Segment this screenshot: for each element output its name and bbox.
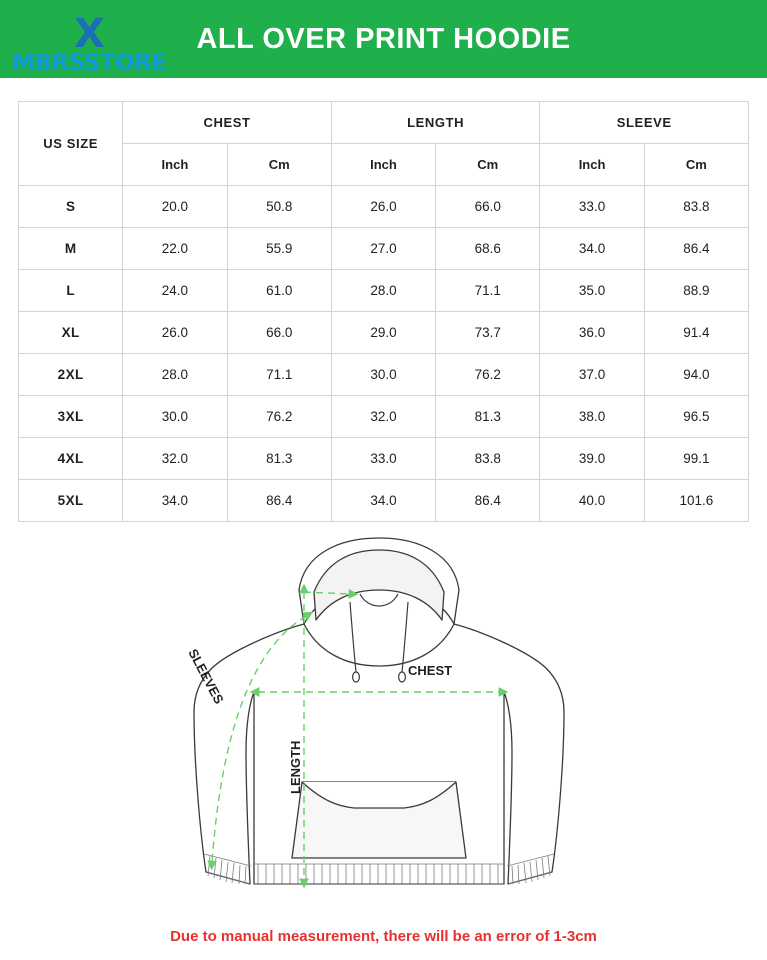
cell-length-cm: 68.6: [436, 228, 540, 270]
cell-sleeve-cm: 94.0: [644, 354, 748, 396]
chest-label: CHEST: [407, 663, 452, 678]
cell-length-cm: 71.1: [436, 270, 540, 312]
cell-length-inch: 34.0: [331, 480, 435, 522]
page-header: [0, 0, 767, 78]
row-size: 4XL: [19, 438, 123, 480]
cell-sleeve-cm: 83.8: [644, 186, 748, 228]
cell-chest-cm: 86.4: [227, 480, 331, 522]
cell-length-cm: 66.0: [436, 186, 540, 228]
cell-chest-inch: 20.0: [123, 186, 227, 228]
cell-length-inch: 33.0: [331, 438, 435, 480]
row-size: 3XL: [19, 396, 123, 438]
cell-chest-inch: 28.0: [123, 354, 227, 396]
table-row: [19, 228, 749, 270]
size-chart-table-wrap: [18, 101, 749, 522]
cell-sleeve-inch: 38.0: [540, 396, 644, 438]
header-us-size: US SIZE: [19, 102, 123, 186]
cell-length-cm: 81.3: [436, 396, 540, 438]
cell-length-inch: 30.0: [331, 354, 435, 396]
header-chest: CHEST: [123, 102, 332, 144]
cell-chest-inch: 26.0: [123, 312, 227, 354]
cell-length-inch: 29.0: [331, 312, 435, 354]
table-row: [19, 354, 749, 396]
unit-chest-inch: Inch: [123, 144, 227, 186]
cell-chest-cm: 61.0: [227, 270, 331, 312]
cell-chest-inch: 30.0: [123, 396, 227, 438]
cell-chest-inch: 34.0: [123, 480, 227, 522]
hoodie-outline: [194, 538, 564, 884]
table-unit-row: [19, 144, 749, 186]
cell-sleeve-cm: 88.9: [644, 270, 748, 312]
table-row: [19, 270, 749, 312]
unit-length-cm: Cm: [436, 144, 540, 186]
table-row: [19, 396, 749, 438]
cell-length-inch: 27.0: [331, 228, 435, 270]
cell-chest-cm: 50.8: [227, 186, 331, 228]
cell-chest-cm: 76.2: [227, 396, 331, 438]
cell-chest-inch: 32.0: [123, 438, 227, 480]
cell-sleeve-cm: 96.5: [644, 396, 748, 438]
page-title: ALL OVER PRINT HOODIE: [196, 22, 571, 55]
hoodie-measurement-illustration: [0, 532, 767, 922]
cell-chest-inch: 24.0: [123, 270, 227, 312]
cell-length-inch: 32.0: [331, 396, 435, 438]
row-size: M: [19, 228, 123, 270]
cell-length-cm: 86.4: [436, 480, 540, 522]
cell-sleeve-inch: 35.0: [540, 270, 644, 312]
row-size: L: [19, 270, 123, 312]
table-row: [19, 480, 749, 522]
brand-logo: [12, 11, 192, 76]
unit-sleeve-inch: Inch: [540, 144, 644, 186]
cell-chest-cm: 71.1: [227, 354, 331, 396]
sleeves-label: SLEEVES: [184, 646, 227, 707]
table-row: [19, 186, 749, 228]
unit-length-inch: Inch: [331, 144, 435, 186]
measurement-note: Due to manual measurement, there will be an error of 1-3cm: [170, 928, 597, 945]
row-size: S: [19, 186, 123, 228]
row-size: 2XL: [19, 354, 123, 396]
cell-sleeve-cm: 91.4: [644, 312, 748, 354]
cell-length-cm: 73.7: [436, 312, 540, 354]
cell-chest-cm: 66.0: [227, 312, 331, 354]
row-size: XL: [19, 312, 123, 354]
size-chart-table: [18, 101, 749, 522]
cell-length-inch: 28.0: [331, 270, 435, 312]
cell-sleeve-cm: 86.4: [644, 228, 748, 270]
brand-name: MBRSSTORE: [12, 50, 167, 76]
cell-sleeve-inch: 34.0: [540, 228, 644, 270]
cell-length-inch: 26.0: [331, 186, 435, 228]
table-row: [19, 312, 749, 354]
brand-x-icon: X: [74, 11, 105, 57]
cell-sleeve-inch: 40.0: [540, 480, 644, 522]
unit-chest-cm: Cm: [227, 144, 331, 186]
table-row: [19, 438, 749, 480]
cell-chest-cm: 55.9: [227, 228, 331, 270]
cell-sleeve-inch: 39.0: [540, 438, 644, 480]
cell-sleeve-cm: 99.1: [644, 438, 748, 480]
length-label: LENGTH: [287, 740, 303, 794]
cell-length-cm: 76.2: [436, 354, 540, 396]
unit-sleeve-cm: Cm: [644, 144, 748, 186]
cell-chest-inch: 22.0: [123, 228, 227, 270]
cell-chest-cm: 81.3: [227, 438, 331, 480]
header-sleeve: SLEEVE: [540, 102, 749, 144]
hoodie-diagram-svg: [154, 532, 614, 922]
row-size: 5XL: [19, 480, 123, 522]
cell-length-cm: 83.8: [436, 438, 540, 480]
table-group-header-row: [19, 102, 749, 144]
cell-sleeve-inch: 37.0: [540, 354, 644, 396]
cell-sleeve-inch: 36.0: [540, 312, 644, 354]
header-length: LENGTH: [331, 102, 540, 144]
cell-sleeve-inch: 33.0: [540, 186, 644, 228]
cell-sleeve-cm: 101.6: [644, 480, 748, 522]
